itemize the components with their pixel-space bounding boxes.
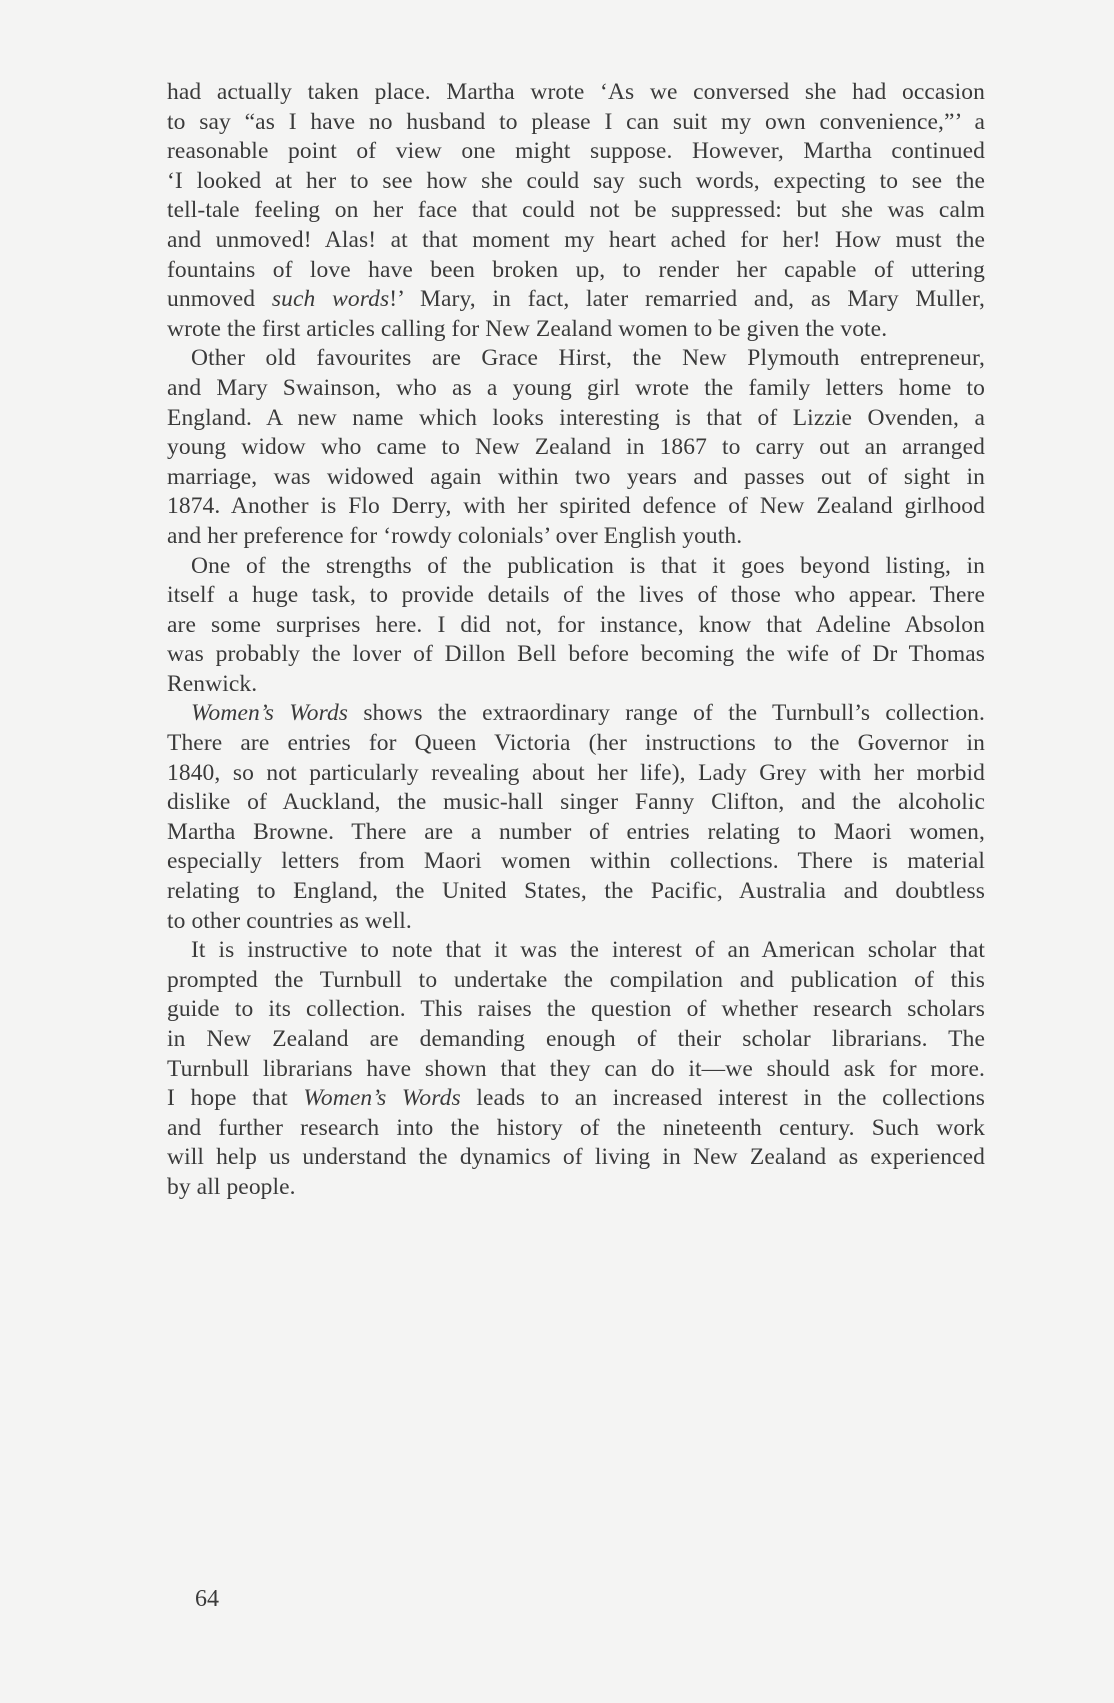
text-run: guide to its collection. This raises the question of whether research scholars	[167, 996, 985, 1023]
text-run: leads to an increased interest in the collections	[460, 1085, 985, 1112]
text-line	[167, 463, 985, 493]
text-run: shows the extraordinary range of the Turnbull’s collection.	[348, 700, 985, 727]
text-line	[167, 315, 985, 345]
text-run: dislike of Auckland, the music-hall singer Fanny Clifton, and the alcoholic	[167, 789, 985, 816]
paragraph	[167, 936, 985, 1202]
text-run: especially letters from Maori women within collections. There is material	[167, 848, 985, 875]
text-run: Renwick.	[167, 670, 258, 697]
text-run: by all people.	[167, 1173, 296, 1200]
text-line	[167, 818, 985, 848]
text-line	[167, 699, 985, 729]
text-run: had actually taken place. Martha wrote ‘As we conversed she had occasion	[167, 79, 985, 105]
text-line	[167, 285, 985, 315]
text-line	[167, 522, 985, 552]
italic-title: Women’s Words	[303, 1085, 461, 1112]
text-run: tell-tale feeling on her face that could not be suppressed: but she was calm	[167, 197, 985, 224]
text-line	[167, 137, 985, 167]
text-line	[167, 196, 985, 226]
text-run: to other countries as well.	[167, 907, 412, 934]
text-run: relating to England, the United States, the Pacific, Australia and doubtless	[167, 878, 985, 905]
text-line	[167, 344, 985, 374]
text-line	[167, 492, 985, 522]
text-line	[167, 78, 985, 108]
text-line	[167, 256, 985, 286]
text-line	[167, 729, 985, 759]
text-line	[167, 640, 985, 670]
text-line	[167, 581, 985, 611]
text-run: It is instructive to note that it was the interest of an American scholar that	[191, 937, 985, 964]
text-line	[167, 404, 985, 434]
text-run: !’ Mary, in fact, later remarried and, as Mary Muller,	[389, 286, 985, 313]
text-line	[167, 995, 985, 1025]
text-run: There are entries for Queen Victoria (her instructions to the Governor in	[167, 730, 985, 757]
paragraph	[167, 552, 985, 700]
text-line	[167, 1025, 985, 1055]
text-line	[167, 1143, 985, 1173]
italic-title: such words	[271, 286, 390, 313]
text-line	[167, 936, 985, 966]
text-run: and her preference for ‘rowdy colonials’ over English youth.	[167, 522, 743, 549]
text-line	[167, 877, 985, 907]
text-line	[167, 611, 985, 641]
text-run: and Mary Swainson, who as a young girl wrote the family letters home to	[167, 374, 985, 401]
text-run: England. A new name which looks interesting is that of Lizzie Ovenden, a	[167, 404, 985, 431]
text-line	[167, 759, 985, 789]
text-line	[167, 847, 985, 877]
paragraph	[167, 78, 985, 344]
text-run: marriage, was widowed again within two years and passes out of sight in	[167, 463, 985, 490]
text-line	[167, 907, 985, 937]
text-run: young widow who came to New Zealand in 1867 to carry out an arranged	[167, 434, 985, 461]
text-run: and unmoved! Alas! at that moment my heart ached for her! How must the	[167, 226, 985, 253]
text-line	[167, 1173, 985, 1203]
text-run: fountains of love have been broken up, to render her capable of uttering	[167, 256, 985, 283]
text-line	[167, 670, 985, 700]
paragraph	[167, 699, 985, 936]
text-run: Martha Browne. There are a number of entries relating to Maori women,	[167, 818, 985, 845]
text-line	[167, 167, 985, 197]
text-run: Turnbull librarians have shown that they can do it—we should ask for more.	[167, 1055, 985, 1082]
text-run: 1874. Another is Flo Derry, with her spirited defence of New Zealand girlhood	[167, 493, 985, 520]
document-body	[167, 78, 985, 1203]
paragraph	[167, 344, 985, 551]
text-run: prompted the Turnbull to undertake the compilation and publication of this	[167, 966, 985, 993]
text-run: will help us understand the dynamics of living in New Zealand as experienced	[167, 1144, 985, 1171]
text-line	[167, 374, 985, 404]
text-run: in New Zealand are demanding enough of their scholar librarians. The	[167, 1026, 985, 1052]
text-run: are some surprises here. I did not, for instance, know that Adeline Absolon	[167, 611, 985, 638]
italic-title: Women’s Words	[191, 700, 349, 727]
text-line	[167, 108, 985, 138]
text-line	[167, 433, 985, 463]
text-line	[167, 788, 985, 818]
text-run: unmoved	[167, 286, 272, 313]
text-run: was probably the lover of Dillon Bell before becoming the wife of Dr Thomas	[167, 641, 985, 668]
text-line	[167, 226, 985, 256]
text-run: to say “as I have no husband to please I can suit my own convenience,”’ a	[167, 108, 985, 135]
text-line	[167, 552, 985, 582]
text-run: wrote the first articles calling for New Zealand women to be given the vote.	[167, 315, 888, 342]
text-run: I hope that	[167, 1085, 304, 1112]
page-number: 64	[195, 1586, 219, 1612]
text-run: itself a huge task, to provide details of the lives of those who appear. There	[167, 582, 985, 609]
text-line	[167, 966, 985, 996]
text-run: One of the strengths of the publication is that it goes beyond listing, in	[191, 552, 985, 579]
text-line	[167, 1055, 985, 1085]
text-run: ‘I looked at her to see how she could say such words, expecting to see the	[167, 167, 985, 194]
text-line	[167, 1084, 985, 1114]
text-run: Other old favourites are Grace Hirst, the New Plymouth entrepreneur,	[191, 345, 985, 372]
text-run: and further research into the history of the nineteenth century. Such work	[167, 1114, 985, 1141]
text-run: 1840, so not particularly revealing about her life), Lady Grey with her morbid	[167, 759, 985, 786]
text-run: reasonable point of view one might suppose. However, Martha continued	[167, 138, 985, 165]
text-line	[167, 1114, 985, 1144]
